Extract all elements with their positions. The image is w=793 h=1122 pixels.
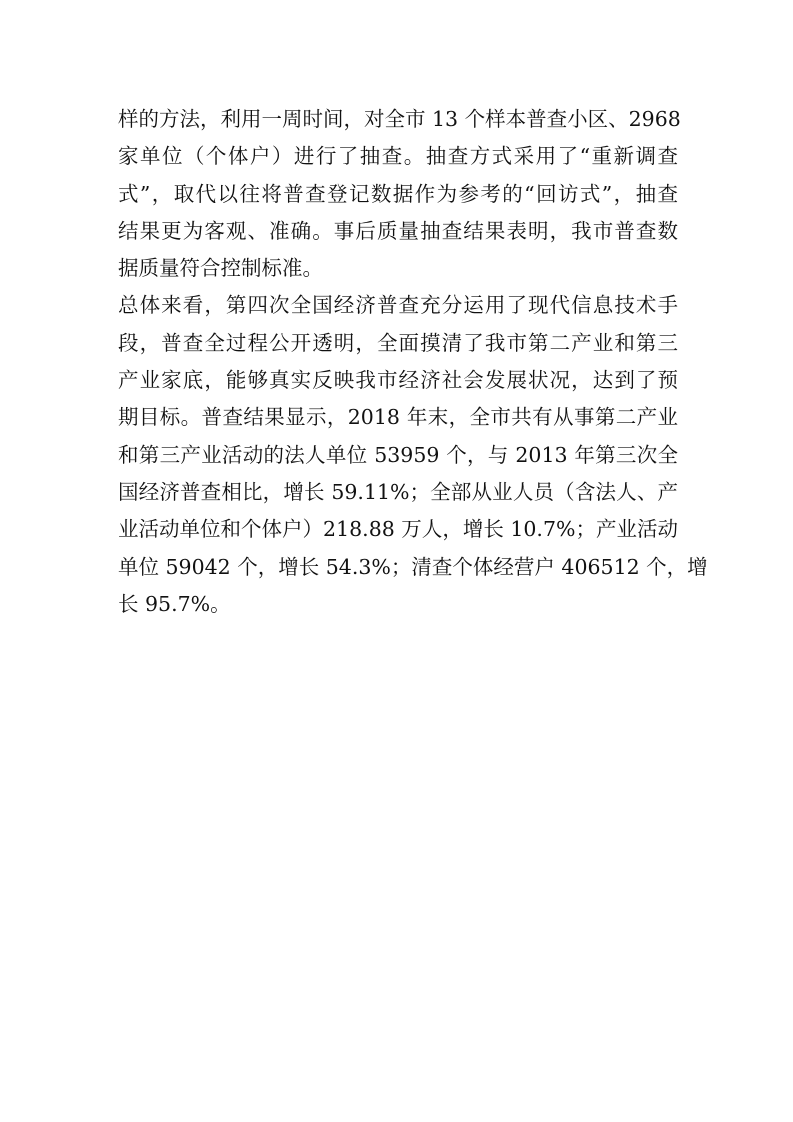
text-line: 总体来看，第四次全国经济普查充分运用了现代信息技术手 — [118, 293, 678, 318]
text-line: 长 95.7%。 — [118, 591, 231, 616]
paragraph-quality-check — [118, 101, 681, 287]
text-line: 和第三产业活动的法人单位 53959 个，与 2013 年第三次全 — [118, 442, 678, 467]
document-body — [118, 101, 708, 623]
paragraph-census-summary — [118, 287, 708, 623]
text-line: 结果更为客观、准确。事后质量抽查结果表明，我市普查数 — [118, 218, 678, 243]
text-line: 期目标。普查结果显示，2018 年末，全市共有从事第二产业 — [118, 405, 678, 430]
text-line: 样的方法，利用一周时间，对全市 13 个样本普查小区、2968 — [118, 107, 681, 131]
text-line: 单位 59042 个，增长 54.3%；清查个体经营户 406512 个，增 — [118, 554, 708, 579]
text-line: 产业家底，能够真实反映我市经济社会发展状况，达到了预 — [118, 368, 678, 393]
text-line: 式”，取代以往将普查登记数据作为参考的“回访式”，抽查 — [118, 181, 678, 206]
text-line: 据质量符合控制标准。 — [118, 256, 323, 281]
text-line: 家单位（个体户）进行了抽查。抽查方式采用了“重新调查 — [118, 144, 678, 169]
text-line: 国经济普查相比，增长 59.11%；全部从业人员（含法人、产 — [118, 479, 678, 504]
text-line: 业活动单位和个体户）218.88 万人，增长 10.7%；产业活动 — [118, 517, 678, 542]
text-line: 段，普查全过程公开透明，全面摸清了我市第二产业和第三 — [118, 330, 678, 355]
